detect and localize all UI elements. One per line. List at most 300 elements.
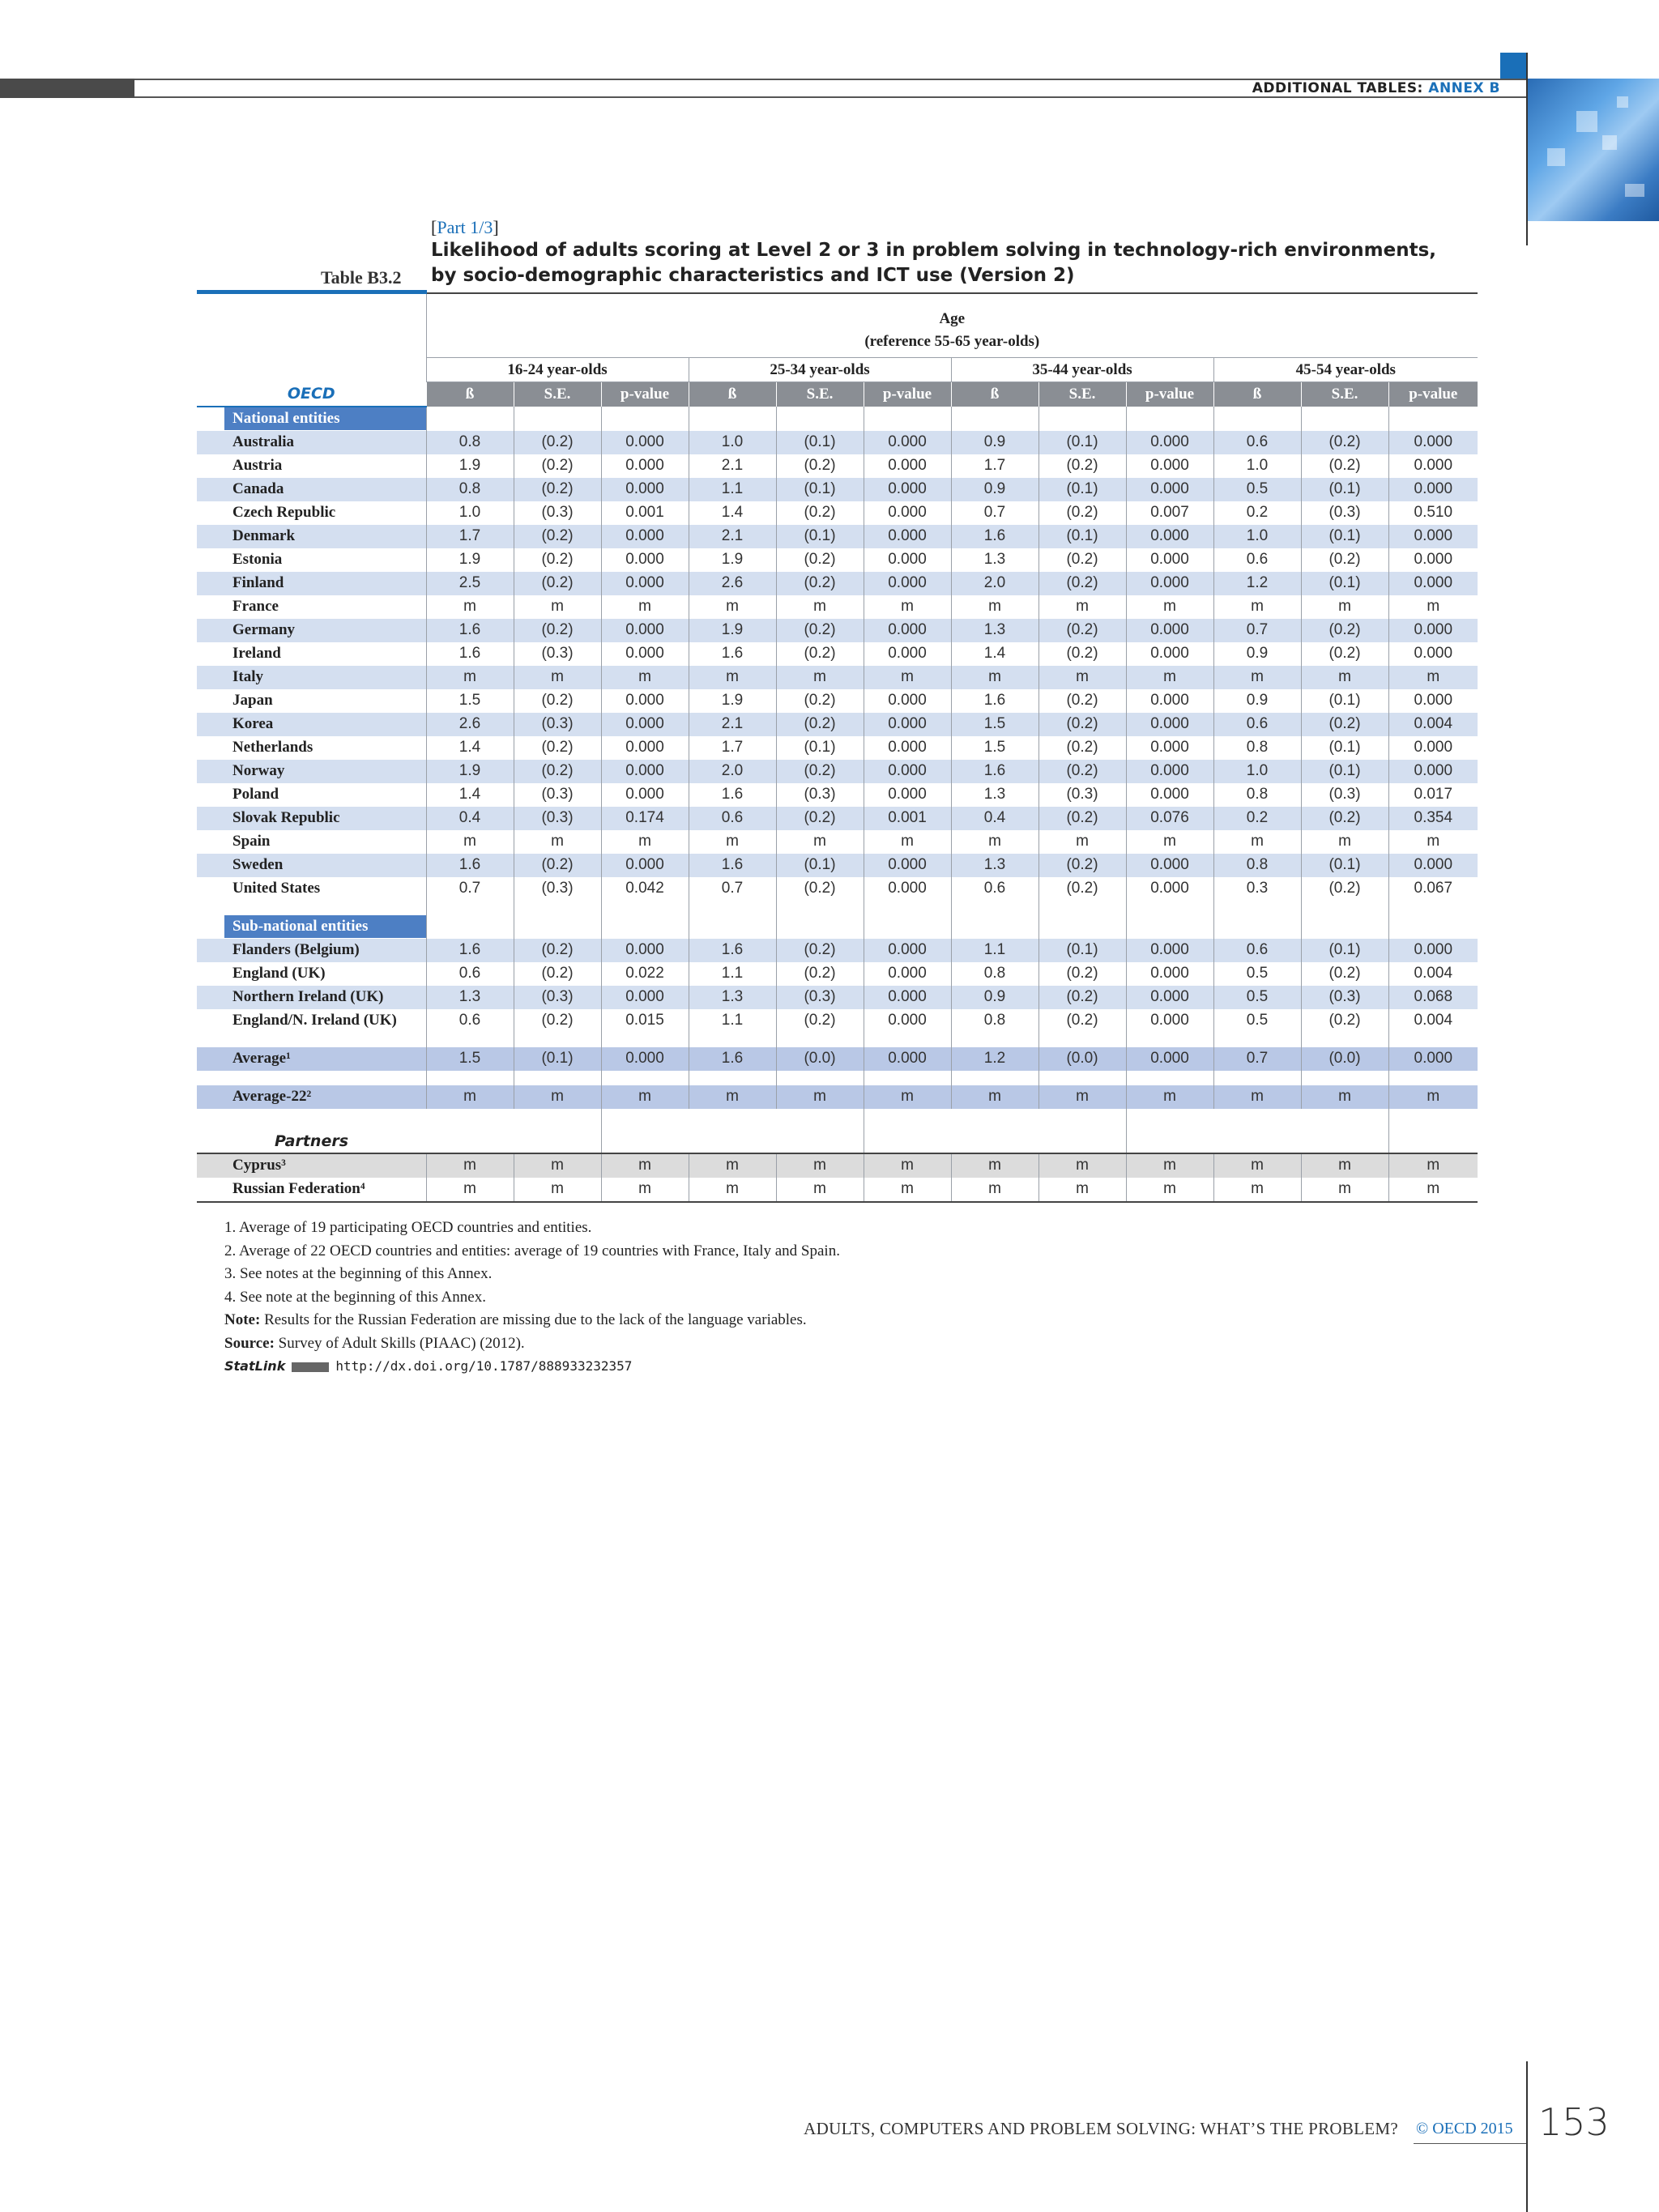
group-header-35-44: 35-44 year-olds bbox=[951, 358, 1213, 382]
col-se: S.E. bbox=[1038, 382, 1126, 407]
table-cell: 0.000 bbox=[864, 962, 951, 986]
table-cell: 0.8 bbox=[951, 962, 1038, 986]
table-cell: 0.8 bbox=[951, 1009, 1038, 1033]
row-label: Average¹ bbox=[197, 1047, 426, 1071]
table-cell: 0.000 bbox=[1126, 1009, 1213, 1033]
table-cell: m bbox=[1038, 1178, 1126, 1202]
table-cell: 1.6 bbox=[426, 854, 514, 877]
table-cell: m bbox=[1388, 1153, 1478, 1178]
table-cell: 0.4 bbox=[951, 807, 1038, 830]
table-cell: 0.001 bbox=[864, 807, 951, 830]
table-cell: m bbox=[1301, 595, 1388, 619]
table-cell: 0.000 bbox=[601, 736, 689, 760]
table-cell: 0.068 bbox=[1388, 986, 1478, 1009]
table-cell: m bbox=[1038, 830, 1126, 854]
table-cell: m bbox=[864, 595, 951, 619]
row-label: Denmark bbox=[197, 525, 426, 548]
table-cell: (0.3) bbox=[514, 986, 601, 1009]
table-cell: 0.000 bbox=[864, 736, 951, 760]
table-row bbox=[197, 572, 1478, 595]
table-cell: (0.2) bbox=[1038, 454, 1126, 478]
table-cell: m bbox=[601, 1153, 689, 1178]
table-cell: (0.2) bbox=[1301, 454, 1388, 478]
table-cell: m bbox=[426, 1085, 514, 1109]
table-cell: 1.3 bbox=[426, 986, 514, 1009]
table-cell: (0.2) bbox=[1301, 877, 1388, 901]
table-cell: 0.2 bbox=[1213, 501, 1301, 525]
note-general: Note: Results for the Russian Federation are missing due to the lack of the language variables. bbox=[224, 1311, 807, 1328]
table-cell: 0.7 bbox=[1213, 619, 1301, 642]
table-cell: 1.0 bbox=[689, 431, 776, 454]
table-cell: 0.354 bbox=[1388, 807, 1478, 830]
table-cell: 0.042 bbox=[601, 877, 689, 901]
row-label: Cyprus³ bbox=[197, 1153, 426, 1178]
table-cell: (0.2) bbox=[776, 713, 864, 736]
row-label: Ireland bbox=[232, 645, 281, 662]
table-cell: 0.007 bbox=[1126, 501, 1213, 525]
table-cell: m bbox=[689, 666, 776, 689]
table-cell: (0.3) bbox=[514, 783, 601, 807]
statlink-url[interactable]: http://dx.doi.org/10.1787/888933232357 bbox=[335, 1358, 633, 1374]
table-cell: 0.000 bbox=[1126, 689, 1213, 713]
table-cell: 0.000 bbox=[1126, 619, 1213, 642]
table-cell: 0.000 bbox=[1126, 962, 1213, 986]
col-se: S.E. bbox=[1301, 382, 1388, 407]
table-cell: 1.0 bbox=[1213, 454, 1301, 478]
table-cell: 0.000 bbox=[864, 454, 951, 478]
table-row bbox=[197, 689, 1478, 713]
table-cell: 0.7 bbox=[951, 501, 1038, 525]
table-cell: 0.7 bbox=[426, 877, 514, 901]
spacer-row bbox=[197, 1071, 1478, 1085]
table-cell: 0.6 bbox=[1213, 431, 1301, 454]
table-cell: 0.000 bbox=[601, 572, 689, 595]
table-cell: (0.3) bbox=[1038, 783, 1126, 807]
table-row bbox=[197, 713, 1478, 736]
table-cell: 0.000 bbox=[1388, 736, 1478, 760]
table-cell: 1.3 bbox=[951, 783, 1038, 807]
table-cell: m bbox=[1301, 1085, 1388, 1109]
col-pvalue: p-value bbox=[601, 382, 689, 407]
table-cell: 0.000 bbox=[1126, 783, 1213, 807]
table-cell: 0.000 bbox=[601, 525, 689, 548]
section-national-entities: National entities bbox=[224, 407, 426, 430]
table-cell: 0.000 bbox=[1126, 572, 1213, 595]
running-title-accent: ANNEX B bbox=[1428, 80, 1500, 96]
table-cell: 0.000 bbox=[1126, 1047, 1213, 1071]
table-cell: 1.4 bbox=[426, 736, 514, 760]
table-title-line2: by socio-demographic characteristics and ICT use (Version 2) bbox=[431, 265, 1075, 286]
table-cell: 0.000 bbox=[864, 783, 951, 807]
row-label: Flanders (Belgium) bbox=[197, 939, 426, 962]
table-cell: m bbox=[426, 595, 514, 619]
table-cell: 0.000 bbox=[864, 939, 951, 962]
table-cell: 0.000 bbox=[1388, 525, 1478, 548]
age-header-row bbox=[197, 294, 1478, 358]
table-cell: m bbox=[689, 1178, 776, 1202]
table-cell: 0.000 bbox=[601, 619, 689, 642]
table-cell: m bbox=[514, 1178, 601, 1202]
page-number: 153 bbox=[1538, 2100, 1610, 2144]
table-cell: m bbox=[1213, 830, 1301, 854]
table-cell: (0.3) bbox=[1301, 783, 1388, 807]
table-cell: 0.000 bbox=[1388, 454, 1478, 478]
table-cell: 1.1 bbox=[689, 1009, 776, 1033]
table-cell: 0.004 bbox=[1388, 1009, 1478, 1033]
table-cell: (0.2) bbox=[1301, 713, 1388, 736]
table-cell: m bbox=[601, 830, 689, 854]
table-row bbox=[197, 807, 1478, 830]
table-cell: 0.000 bbox=[1388, 548, 1478, 572]
table-cell: (0.0) bbox=[1038, 1047, 1126, 1071]
age-header-title: Age bbox=[939, 310, 966, 327]
table-cell: (0.2) bbox=[514, 478, 601, 501]
table-cell: (0.2) bbox=[1038, 877, 1126, 901]
table-cell: (0.1) bbox=[776, 431, 864, 454]
table-cell: 0.015 bbox=[601, 1009, 689, 1033]
table-cell: (0.2) bbox=[1038, 642, 1126, 666]
table-cell: 0.9 bbox=[951, 431, 1038, 454]
table-cell: 0.6 bbox=[1213, 548, 1301, 572]
table-cell: m bbox=[776, 1085, 864, 1109]
table-cell: (0.2) bbox=[514, 1009, 601, 1033]
table-cell: 0.000 bbox=[601, 783, 689, 807]
table-cell: (0.2) bbox=[514, 689, 601, 713]
table-cell: (0.2) bbox=[1038, 962, 1126, 986]
table-cell: m bbox=[864, 830, 951, 854]
table-cell: 0.6 bbox=[1213, 713, 1301, 736]
table-cell: m bbox=[689, 1153, 776, 1178]
table-cell: (0.1) bbox=[776, 854, 864, 877]
table-cell: 0.000 bbox=[1126, 431, 1213, 454]
table-cell: m bbox=[776, 1153, 864, 1178]
group-header-25-34: 25-34 year-olds bbox=[689, 358, 951, 382]
table-cell: 0.5 bbox=[1213, 1009, 1301, 1033]
table-cell: 0.6 bbox=[689, 807, 776, 830]
table-cell: 0.000 bbox=[864, 854, 951, 877]
row-label: England/N. Ireland (UK) bbox=[232, 1012, 397, 1029]
header-decorative-image bbox=[1528, 79, 1659, 221]
table-cell: (0.2) bbox=[776, 501, 864, 525]
table-cell: 0.000 bbox=[601, 1047, 689, 1071]
table-cell: 0.9 bbox=[1213, 642, 1301, 666]
table-cell: (0.1) bbox=[1301, 854, 1388, 877]
footer-book-title: ADULTS, COMPUTERS AND PROBLEM SOLVING: WHAT’S THE PROBLEM? bbox=[804, 2119, 1398, 2138]
margin-rule-bottom bbox=[1526, 2061, 1528, 2212]
table-cell: m bbox=[601, 1178, 689, 1202]
table-cell: 1.6 bbox=[951, 689, 1038, 713]
table-cell: (0.2) bbox=[514, 548, 601, 572]
table-cell: 0.6 bbox=[426, 962, 514, 986]
table-cell: 1.5 bbox=[426, 689, 514, 713]
table-cell: (0.1) bbox=[514, 1047, 601, 1071]
table-cell: 0.000 bbox=[1126, 713, 1213, 736]
col-beta: ß bbox=[1213, 382, 1301, 407]
table-cell: (0.2) bbox=[776, 962, 864, 986]
table-cell: (0.1) bbox=[1301, 572, 1388, 595]
row-label: Finland bbox=[197, 572, 426, 595]
table-cell: m bbox=[1126, 1085, 1213, 1109]
table-cell: m bbox=[1213, 1178, 1301, 1202]
table-cell: m bbox=[951, 595, 1038, 619]
table-row bbox=[197, 760, 1478, 783]
table-cell: 1.7 bbox=[426, 525, 514, 548]
table-cell: m bbox=[1213, 1153, 1301, 1178]
table-cell: 0.7 bbox=[689, 877, 776, 901]
table-cell: (0.2) bbox=[1038, 713, 1126, 736]
row-label: Italy bbox=[197, 666, 426, 689]
statlink-icon bbox=[292, 1362, 329, 1372]
spacer-row bbox=[197, 1033, 1478, 1047]
table-cell: m bbox=[1038, 666, 1126, 689]
table-cell: (0.1) bbox=[1038, 525, 1126, 548]
table-cell: 1.2 bbox=[951, 1047, 1038, 1071]
table-cell: 0.6 bbox=[1213, 939, 1301, 962]
table-cell: m bbox=[951, 1178, 1038, 1202]
table-cell: 0.000 bbox=[864, 478, 951, 501]
table-cell: (0.2) bbox=[1038, 572, 1126, 595]
table-cell: (0.2) bbox=[1038, 689, 1126, 713]
table-cell: m bbox=[514, 666, 601, 689]
table-cell: 1.3 bbox=[689, 986, 776, 1009]
data-table bbox=[197, 294, 1478, 1203]
table-row bbox=[197, 1153, 1478, 1178]
table-row bbox=[197, 986, 1478, 1009]
table-cell: (0.2) bbox=[1038, 1009, 1126, 1033]
table-cell: 0.7 bbox=[1213, 1047, 1301, 1071]
row-label: England (UK) bbox=[232, 965, 326, 982]
row-label: Czech Republic bbox=[232, 504, 336, 521]
table-cell: 0.6 bbox=[951, 877, 1038, 901]
table-cell: 1.1 bbox=[689, 478, 776, 501]
table-cell: 1.0 bbox=[426, 501, 514, 525]
table-cell: (0.3) bbox=[514, 877, 601, 901]
table-cell: m bbox=[514, 1153, 601, 1178]
table-cell: 0.000 bbox=[1126, 454, 1213, 478]
table-cell: (0.2) bbox=[1038, 986, 1126, 1009]
table-cell: (0.2) bbox=[1038, 854, 1126, 877]
table-cell: m bbox=[951, 1153, 1038, 1178]
table-cell: (0.2) bbox=[1301, 619, 1388, 642]
table-cell: (0.2) bbox=[514, 736, 601, 760]
table-cell: m bbox=[514, 1085, 601, 1109]
col-pvalue: p-value bbox=[1126, 382, 1213, 407]
table-cell: m bbox=[426, 1153, 514, 1178]
table-cell: (0.3) bbox=[514, 501, 601, 525]
row-label: Germany bbox=[197, 619, 426, 642]
table-cell: m bbox=[1126, 666, 1213, 689]
table-cell: 0.000 bbox=[864, 431, 951, 454]
table-cell: 0.000 bbox=[1126, 939, 1213, 962]
table-cell: m bbox=[1213, 666, 1301, 689]
table-cell: (0.2) bbox=[776, 619, 864, 642]
note-4: 4. See note at the beginning of this Annex. bbox=[224, 1288, 486, 1306]
row-label: Average-22² bbox=[197, 1085, 426, 1109]
col-se: S.E. bbox=[776, 382, 864, 407]
table-cell: 2.1 bbox=[689, 525, 776, 548]
table-cell: m bbox=[1126, 1178, 1213, 1202]
table-cell: (0.2) bbox=[776, 807, 864, 830]
table-row bbox=[197, 619, 1478, 642]
table-cell: (0.2) bbox=[776, 1009, 864, 1033]
table-cell: m bbox=[1126, 1153, 1213, 1178]
table-row bbox=[197, 548, 1478, 572]
table-cell: 0.000 bbox=[1388, 1047, 1478, 1071]
table-cell: (0.3) bbox=[1301, 501, 1388, 525]
table-cell: m bbox=[1213, 1085, 1301, 1109]
table-cell: (0.2) bbox=[1038, 736, 1126, 760]
table-cell: 0.000 bbox=[864, 501, 951, 525]
table-cell: 0.076 bbox=[1126, 807, 1213, 830]
table-cell: (0.2) bbox=[1301, 962, 1388, 986]
table-cell: 0.000 bbox=[1388, 760, 1478, 783]
table-part: [Part 1/3] bbox=[431, 217, 499, 237]
table-cell: m bbox=[1213, 595, 1301, 619]
table-cell: 0.000 bbox=[601, 986, 689, 1009]
table-cell: (0.1) bbox=[1301, 736, 1388, 760]
table-cell: 0.000 bbox=[601, 760, 689, 783]
section-national-entities-row bbox=[197, 407, 1478, 431]
table-cell: 0.8 bbox=[1213, 854, 1301, 877]
section-subnational-entities-row bbox=[197, 915, 1478, 939]
table-cell: 1.5 bbox=[951, 736, 1038, 760]
table-cell: (0.1) bbox=[1301, 478, 1388, 501]
table-cell: 1.4 bbox=[426, 783, 514, 807]
table-cell: (0.2) bbox=[514, 431, 601, 454]
table-cell: 0.000 bbox=[864, 642, 951, 666]
table-cell: 0.000 bbox=[1388, 431, 1478, 454]
table-cell: 0.000 bbox=[864, 689, 951, 713]
table-cell: (0.3) bbox=[776, 986, 864, 1009]
statlink-label: StatLink bbox=[224, 1358, 286, 1374]
source-note: Source: Survey of Adult Skills (PIAAC) (2012). bbox=[224, 1334, 525, 1352]
table-cell: m bbox=[1388, 595, 1478, 619]
table-cell: m bbox=[1388, 830, 1478, 854]
row-label: Slovak Republic bbox=[197, 807, 426, 830]
table-cell: m bbox=[689, 1085, 776, 1109]
table-cell: 0.174 bbox=[601, 807, 689, 830]
table-cell: 0.000 bbox=[1388, 478, 1478, 501]
table-cell: m bbox=[426, 830, 514, 854]
table-cell: 2.1 bbox=[689, 454, 776, 478]
table-row bbox=[197, 595, 1478, 619]
table-cell: 0.8 bbox=[426, 478, 514, 501]
row-label: France bbox=[232, 598, 279, 615]
table-cell: (0.2) bbox=[776, 689, 864, 713]
table-cell: 0.000 bbox=[1388, 619, 1478, 642]
note-1: 1. Average of 19 participating OECD countries and entities. bbox=[224, 1219, 592, 1236]
table-row bbox=[197, 525, 1478, 548]
table-part-text: Part 1/3 bbox=[437, 217, 493, 237]
table-cell: 1.1 bbox=[689, 962, 776, 986]
table-cell: 1.6 bbox=[951, 525, 1038, 548]
table-cell: 0.3 bbox=[1213, 877, 1301, 901]
table-row bbox=[197, 830, 1478, 854]
table-cell: m bbox=[1388, 1178, 1478, 1202]
table-row bbox=[197, 478, 1478, 501]
table-cell: 0.8 bbox=[1213, 736, 1301, 760]
table-row bbox=[197, 431, 1478, 454]
table-row bbox=[197, 736, 1478, 760]
table-cell: 0.8 bbox=[1213, 783, 1301, 807]
table-cell: 0.000 bbox=[864, 525, 951, 548]
row-label: Australia bbox=[197, 431, 426, 454]
table-cell: (0.2) bbox=[1038, 548, 1126, 572]
table-cell: 2.0 bbox=[951, 572, 1038, 595]
table-cell: m bbox=[1301, 1153, 1388, 1178]
table-notes bbox=[224, 1217, 840, 1379]
table-cell: m bbox=[1301, 1178, 1388, 1202]
table-cell: 0.001 bbox=[601, 501, 689, 525]
table-row bbox=[197, 1085, 1478, 1109]
table-cell: 0.5 bbox=[1213, 962, 1301, 986]
table-cell: 0.5 bbox=[1213, 478, 1301, 501]
table-cell: 0.9 bbox=[951, 478, 1038, 501]
table-cell: 1.6 bbox=[951, 760, 1038, 783]
table-cell: (0.1) bbox=[1038, 939, 1126, 962]
table-cell: m bbox=[426, 666, 514, 689]
table-cell: 0.000 bbox=[1126, 478, 1213, 501]
row-label: Norway bbox=[197, 760, 426, 783]
table-cell: (0.2) bbox=[1301, 431, 1388, 454]
table-cell: (0.3) bbox=[1301, 986, 1388, 1009]
table-cell: 0.000 bbox=[864, 1047, 951, 1071]
table-cell: 0.000 bbox=[601, 854, 689, 877]
table-cell: m bbox=[864, 666, 951, 689]
table-cell: 1.6 bbox=[689, 783, 776, 807]
table-cell: 0.000 bbox=[1126, 736, 1213, 760]
table-cell: 1.7 bbox=[689, 736, 776, 760]
running-title-prefix: ADDITIONAL TABLES: bbox=[1252, 80, 1429, 96]
table-row bbox=[197, 1047, 1478, 1071]
statlink bbox=[224, 1355, 840, 1379]
table-row bbox=[197, 877, 1478, 901]
table-row bbox=[197, 666, 1478, 689]
table-cell: 0.017 bbox=[1388, 783, 1478, 807]
table-cell: 0.000 bbox=[864, 713, 951, 736]
table-cell: 1.3 bbox=[951, 548, 1038, 572]
row-label: Sweden bbox=[197, 854, 426, 877]
table-row bbox=[197, 1178, 1478, 1202]
table-cell: (0.2) bbox=[1301, 548, 1388, 572]
table-cell: 1.5 bbox=[426, 1047, 514, 1071]
table-cell: (0.2) bbox=[514, 962, 601, 986]
table-cell: (0.2) bbox=[514, 572, 601, 595]
table-cell: (0.2) bbox=[776, 939, 864, 962]
table-cell: 1.7 bbox=[951, 454, 1038, 478]
table-cell: 2.6 bbox=[426, 713, 514, 736]
table-cell: m bbox=[776, 1178, 864, 1202]
spacer-row bbox=[197, 901, 1478, 915]
table-cell: 0.000 bbox=[1388, 939, 1478, 962]
table-cell: 1.9 bbox=[689, 619, 776, 642]
col-pvalue: p-value bbox=[1388, 382, 1478, 407]
table-cell: (0.2) bbox=[1038, 760, 1126, 783]
col-se: S.E. bbox=[514, 382, 601, 407]
header-dark-bar bbox=[0, 79, 134, 98]
row-label: Spain bbox=[232, 833, 271, 850]
table-cell: m bbox=[1301, 830, 1388, 854]
oecd-label: OECD bbox=[197, 382, 426, 407]
table-row bbox=[197, 854, 1478, 877]
table-cell: 0.8 bbox=[426, 431, 514, 454]
table-cell: m bbox=[1388, 666, 1478, 689]
header-blue-square bbox=[1500, 53, 1526, 79]
table-cell: 0.000 bbox=[1388, 689, 1478, 713]
table-cell: m bbox=[514, 830, 601, 854]
table-cell: m bbox=[776, 666, 864, 689]
table-cell: 1.9 bbox=[426, 548, 514, 572]
